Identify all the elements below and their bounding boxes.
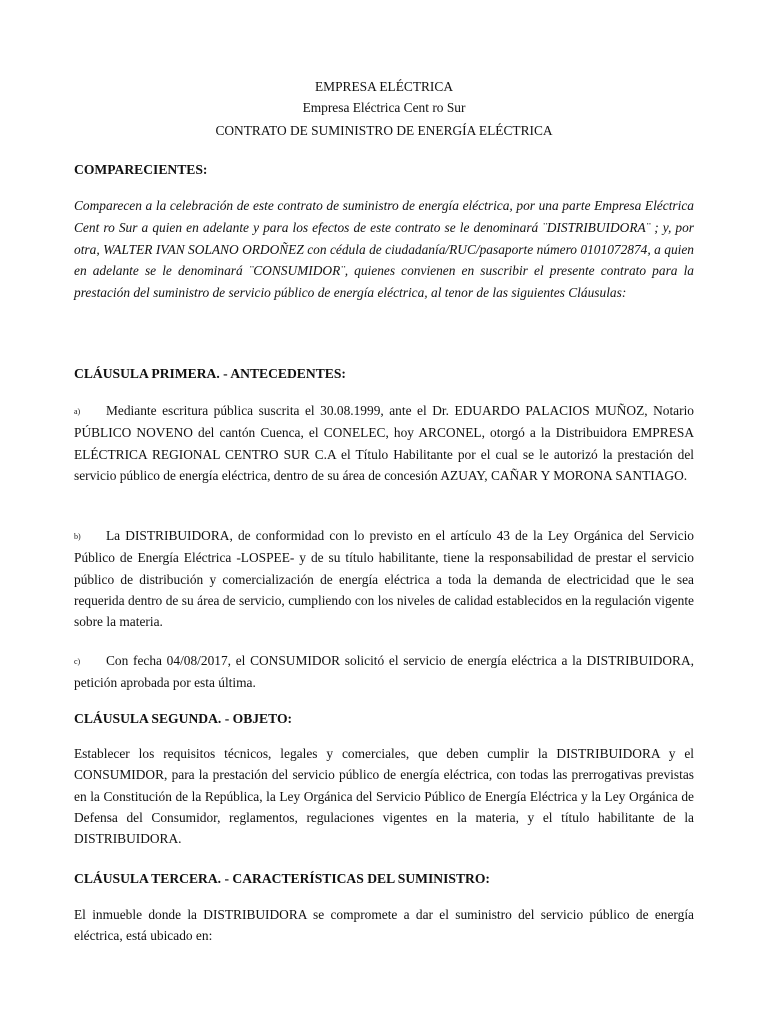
clausula-segunda-heading: CLÁUSULA SEGUNDA. - OBJETO: (74, 711, 293, 726)
item-label: a) (74, 407, 81, 416)
antecedente-item-b (74, 525, 694, 632)
clausula-tercera-paragraph: El inmueble donde la DISTRIBUIDORA se compromete a dar el suministro del servicio público de energía eléctrica, está ubicado en: (74, 907, 694, 944)
item-label: b) (74, 532, 81, 541)
clausula-segunda-paragraph: Establecer los requisitos técnicos, legales y comerciales, que deben cumplir la DISTRIBUIDORA y el CONSUMIDOR, para la prestación del servicio público de energía eléctrica, con todas las prerrogativas previstas en la Constitución de la República, la Ley Orgánica del Servicio Público de Energía Eléctrica y la Ley Orgánica de Defensa del Consumidor, reglamentos, regulaciones vigentes en la materia, y el título habilitante de la DISTRIBUIDORA. (74, 746, 694, 847)
company-name: EMPRESA ELÉCTRICA (314, 79, 453, 94)
item-text: Con fecha 04/08/2017, el CONSUMIDOR solicitó el servicio de energía eléctrica a la DISTRIBUIDORA, petición aprobada por esta última. (74, 653, 694, 691)
clausula-primera-heading: CLÁUSULA PRIMERA. - ANTECEDENTES: (74, 366, 346, 381)
clausula-tercera-heading: CLÁUSULA TERCERA. - CARACTERÍSTICAS DEL SUMINISTRO: (74, 871, 490, 886)
subcompany-name: Empresa Eléctrica Cent ro Sur (302, 100, 466, 115)
comparecientes-paragraph: Comparecen a la celebración de este contrato de suministro de energía eléctrica, por una parte Empresa Eléctrica Cent ro Sur a quien en adelante y para los efectos de este contrato se le denominará ¨DISTRIBUIDORA¨ ; y, por otra, WALTER IVAN SOLANO ORDOÑEZ con cédula de ciudadanía/RUC/pasaporte número 0101072874, a quien en adelante se le denominará ¨CONSUMIDOR¨, quienes convienen en suscribir el presente contrato para la prestación del suministro de servicio público de energía eléctrica, al tenor de las siguientes Cláusulas: (74, 198, 694, 301)
item-text: Mediante escritura pública suscrita el 30.08.1999, ante el Dr. EDUARDO PALACIOS MUÑOZ, Notario PÚBLICO NOVENO del cantón Cuenca, el CONELEC, hoy ARCONEL, otorgó a la Distribuidora EMPRESA ELÉCTRICA REGIONAL CENTRO SUR C.A el Título Habilitante por el cual se le autorizó la prestación del servicio público de energía eléctrica, dentro de su área de concesión AZUAY, CAÑAR Y MORONA SANTIAGO. (74, 403, 694, 483)
contract-title: CONTRATO DE SUMINISTRO DE ENERGÍA ELÉCTRICA (215, 123, 553, 138)
antecedente-item-a (74, 400, 694, 486)
item-label: c) (74, 657, 81, 666)
comparecientes-heading: COMPARECIENTES: (74, 162, 208, 177)
antecedente-item-c (74, 650, 694, 694)
item-text: La DISTRIBUIDORA, de conformidad con lo previsto en el artículo 43 de la Ley Orgánica del Servicio Público de Energía Eléctrica -LOSPEE- y de su título habilitante, tiene la responsabilidad de prestar el servicio público de distribución y comercialización de energía eléctrica a toda la demanda de electricidad que le sea requerida dentro de su área de servicio, cumpliendo con los niveles de calidad establecidos en la regulación vigente sobre la materia. (74, 528, 694, 630)
